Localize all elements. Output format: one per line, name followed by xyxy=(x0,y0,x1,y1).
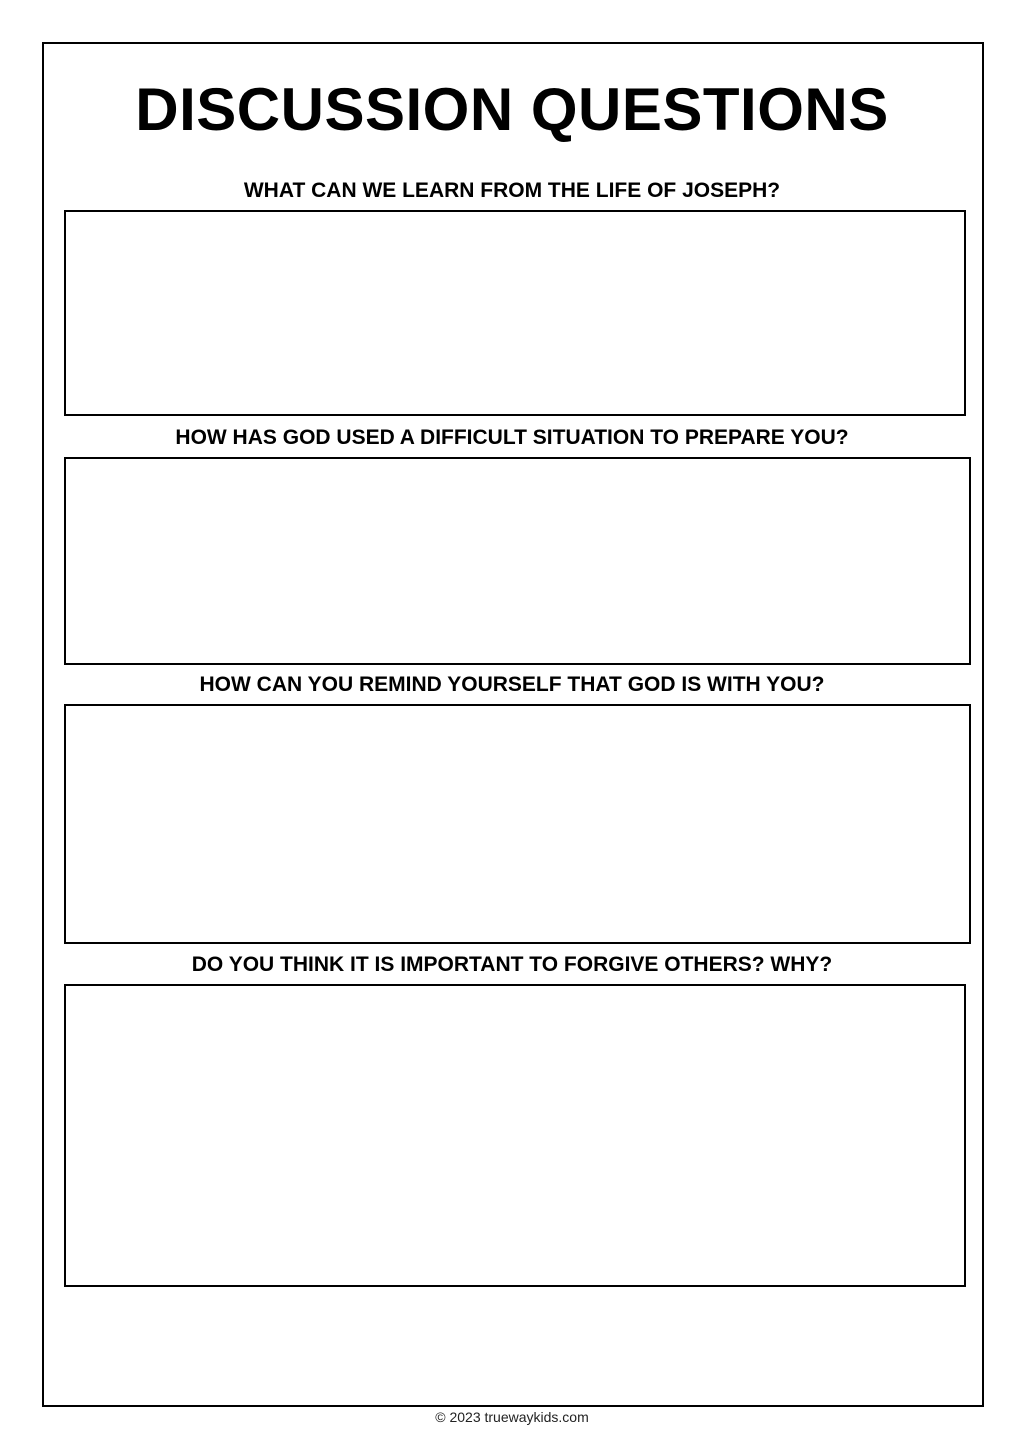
question-3-label: HOW CAN YOU REMIND YOURSELF THAT GOD IS WITH YOU? xyxy=(199,673,825,696)
question-1-label: WHAT CAN WE LEARN FROM THE LIFE OF JOSEPH? xyxy=(243,179,781,202)
copyright-footer: © 2023 truewaykids.com xyxy=(435,1409,589,1425)
question-4-label: DO YOU THINK IT IS IMPORTANT TO FORGIVE OTHERS? WHY? xyxy=(191,953,833,976)
answer-box-2[interactable] xyxy=(64,457,971,665)
answer-box-3[interactable] xyxy=(64,704,971,944)
page-title: DISCUSSION QUESTIONS xyxy=(135,76,889,143)
question-2-label: HOW HAS GOD USED A DIFFICULT SITUATION TO PREPARE YOU? xyxy=(175,426,849,449)
answer-box-4[interactable] xyxy=(64,984,966,1287)
answer-box-1[interactable] xyxy=(64,210,966,416)
